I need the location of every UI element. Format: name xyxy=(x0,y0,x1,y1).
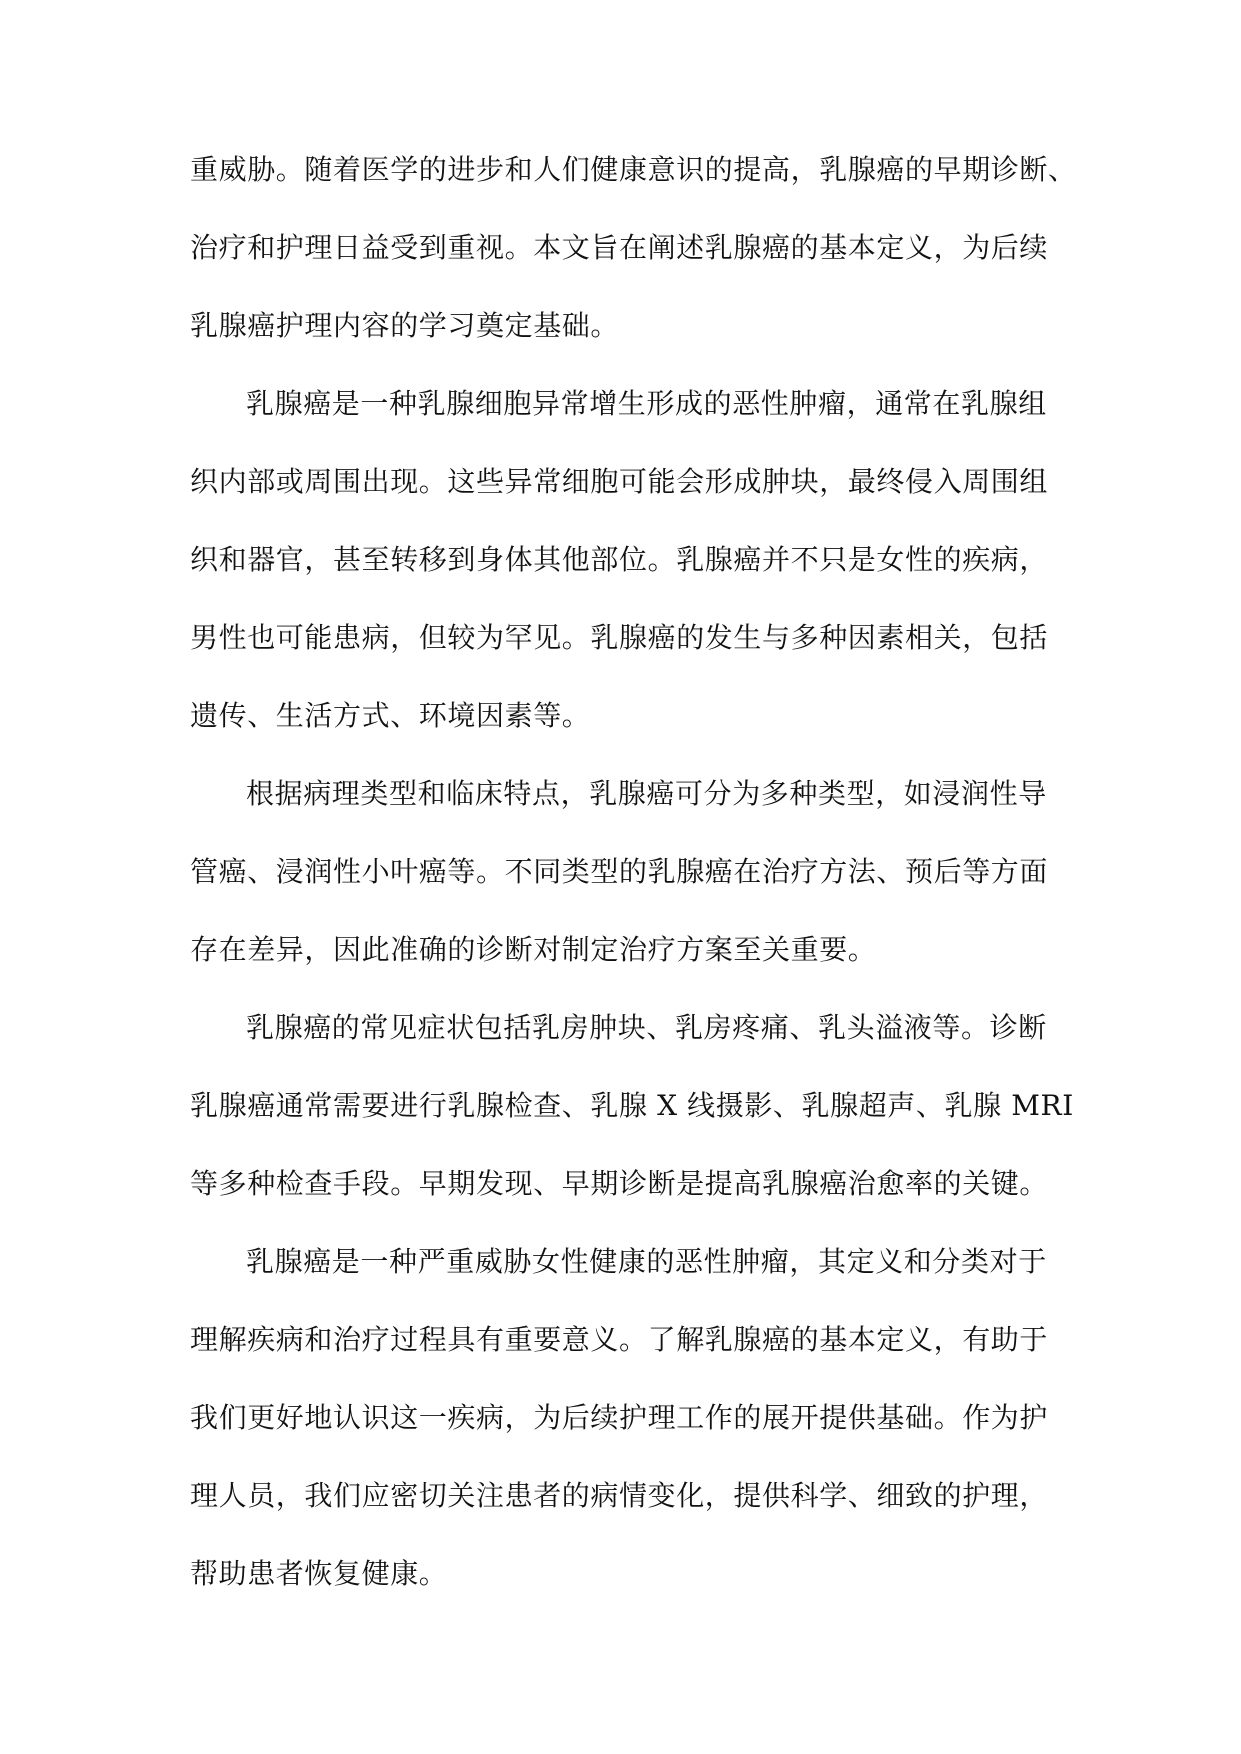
text-line: 等多种检查手段。早期发现、早期诊断是提高乳腺癌治愈率的关键。 xyxy=(190,1167,1049,1200)
text-line: 存在差异，因此准确的诊断对制定治疗方案至关重要。 xyxy=(190,933,877,966)
paragraph-start-line: 根据病理类型和临床特点，乳腺癌可分为多种类型，如浸润性导 xyxy=(246,777,1047,810)
text-line: 帮助患者恢复健康。 xyxy=(190,1557,448,1590)
text-line: 重威胁。随着医学的进步和人们健康意识的提高，乳腺癌的早期诊断、 xyxy=(190,153,1077,186)
text-line: 乳腺癌护理内容的学习奠定基础。 xyxy=(190,309,620,342)
text-line: 我们更好地认识这一疾病，为后续护理工作的展开提供基础。作为护 xyxy=(190,1401,1049,1434)
text-line: 男性也可能患病，但较为罕见。乳腺癌的发生与多种因素相关，包括 xyxy=(190,621,1049,654)
text-line: 管癌、浸润性小叶癌等。不同类型的乳腺癌在治疗方法、预后等方面 xyxy=(190,855,1049,888)
paragraph-start-line: 乳腺癌是一种严重威胁女性健康的恶性肿瘤，其定义和分类对于 xyxy=(246,1245,1047,1278)
text-line: 织内部或周围出现。这些异常细胞可能会形成肿块，最终侵入周围组 xyxy=(190,465,1049,498)
paragraph-start-line: 乳腺癌是一种乳腺细胞异常增生形成的恶性肿瘤，通常在乳腺组 xyxy=(246,387,1047,420)
text-line: 遗传、生活方式、环境因素等。 xyxy=(190,699,591,732)
text-line: 织和器官，甚至转移到身体其他部位。乳腺癌并不只是女性的疾病， xyxy=(190,543,1049,576)
text-line: 理解疾病和治疗过程具有重要意义。了解乳腺癌的基本定义，有助于 xyxy=(190,1323,1049,1356)
text-line: 理人员，我们应密切关注患者的病情变化，提供科学、细致的护理， xyxy=(190,1479,1049,1512)
text-line: 治疗和护理日益受到重视。本文旨在阐述乳腺癌的基本定义，为后续 xyxy=(190,231,1049,264)
text-line: 乳腺癌通常需要进行乳腺检查、乳腺 X 线摄影、乳腺超声、乳腺 MRI xyxy=(190,1089,1074,1122)
paragraph-start-line: 乳腺癌的常见症状包括乳房肿块、乳房疼痛、乳头溢液等。诊断 xyxy=(246,1011,1047,1044)
